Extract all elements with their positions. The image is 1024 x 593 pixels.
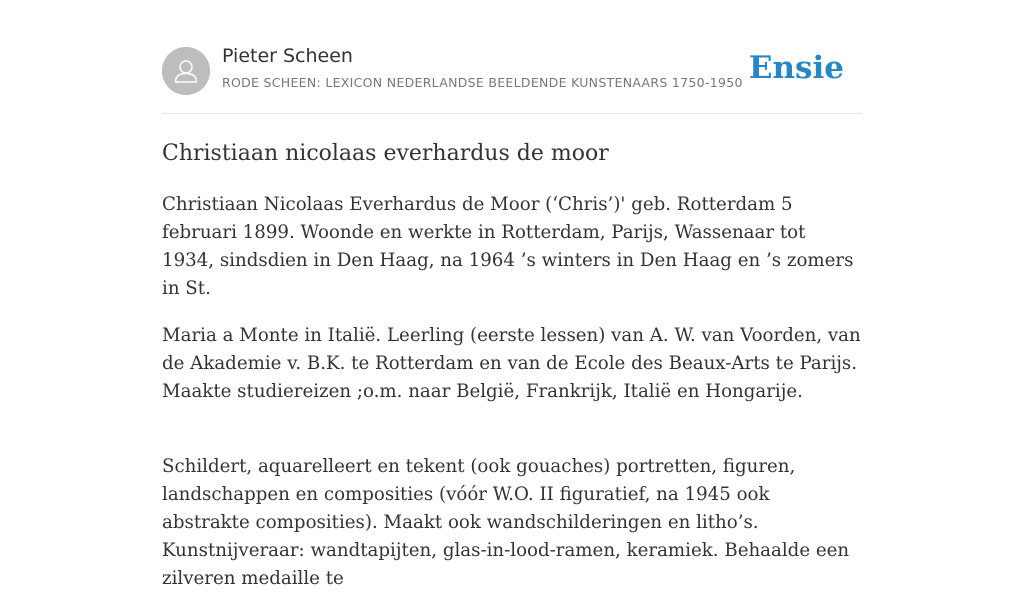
article-content	[162, 191, 862, 593]
author-name[interactable]: Pieter Scheen	[222, 45, 353, 67]
source-label[interactable]: RODE SCHEEN: LEXICON NEDERLANDSE BEELDENDE KUNSTENAARS 1750-1950	[222, 75, 743, 90]
article-paragraph: Christiaan Nicolaas Everhardus de Moor (‘Chris’)' geb. Rotterdam 5 februari 1899. Woonde en werkte in Rotterdam, Parijs, Wassenaar tot 1934, sindsdien in Den Haag, na 1964 ’s winters in Den Haag en ’s zomers in St.	[162, 194, 854, 299]
article-paragraph: Schildert, aquarelleert en tekent (ook gouaches) portretten, figuren, landschappen en composities (vóór W.O. II figuratief, na 1945 ook abstrakte composities). Maakt ook wandschilderingen en litho’s. Kunstnijveraar: wandtapijten, glas-in-lood-ramen, keramiek. Behaalde een zilveren medaille te	[162, 456, 850, 589]
user-avatar-icon[interactable]	[162, 47, 210, 95]
ensie-logo[interactable]: Ensie	[748, 50, 844, 86]
header	[162, 0, 862, 114]
article-paragraph: Maria a Monte in Italië. Leerling (eerste lessen) van A. W. van Voorden, van de Akademie v. B.K. te Rotterdam en van de Ecole des Beaux-Arts te Parijs. Maakte studiereizen ;o.m. naar België, Frankrijk, Italië en Hongarije.	[162, 325, 861, 402]
page	[162, 0, 862, 593]
article-title: Christiaan nicolaas everhardus de moor	[162, 141, 609, 166]
